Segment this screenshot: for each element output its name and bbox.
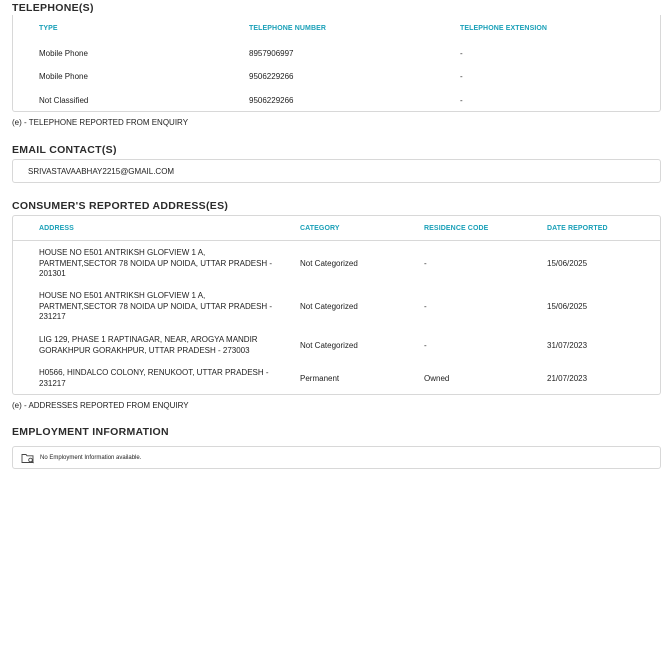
email-value: SRIVASTAVAABHAY2215@GMAIL.COM — [28, 167, 175, 176]
address-residence: - — [424, 259, 427, 268]
address-residence: Owned — [424, 374, 450, 383]
telephone-type: Mobile Phone — [39, 72, 88, 81]
email-box — [12, 159, 661, 183]
address-date: 21/07/2023 — [547, 374, 588, 383]
address-section-title: CONSUMER'S REPORTED ADDRESS(ES) — [12, 200, 229, 212]
header-category: CATEGORY — [300, 225, 340, 232]
header-divider — [13, 240, 660, 241]
address-text: HOUSE NO E501 ANTRIKSH GLOFVIEW 1 A, PARTMENT,SECTOR 78 NOIDA UP NOIDA, UTTAR PRADESH - 231217 — [39, 291, 273, 321]
folder-search-icon — [21, 451, 35, 465]
address-text: LIG 129, PHASE 1 RAPTINAGAR, NEAR, AROGYA MANDIR GORAKHPUR GORAKHPUR, UTTAR PRADESH - 273003 — [39, 335, 258, 355]
employment-section-title: EMPLOYMENT INFORMATION — [12, 426, 169, 438]
email-section-title: EMAIL CONTACT(S) — [12, 144, 117, 156]
telephone-extension: - — [460, 49, 463, 58]
address-text: HOUSE NO E501 ANTRIKSH GLOFVIEW 1 A, PARTMENT,SECTOR 78 NOIDA UP NOIDA, UTTAR PRADESH - 201301 — [39, 248, 273, 278]
telephone-number: 8957906997 — [249, 49, 294, 58]
address-date: 31/07/2023 — [547, 341, 588, 350]
telephone-number: 9506229266 — [249, 96, 294, 105]
telephone-note: (e) - TELEPHONE REPORTED FROM ENQUIRY — [12, 118, 189, 127]
address-date: 15/06/2025 — [547, 302, 588, 311]
address-category: Not Categorized — [300, 259, 358, 268]
telephone-type: Mobile Phone — [39, 49, 88, 58]
header-telephone-number: TELEPHONE NUMBER — [249, 25, 327, 32]
telephone-number: 9506229266 — [249, 72, 294, 81]
telephone-section-title: TELEPHONE(S) — [12, 2, 94, 14]
header-address: ADDRESS — [39, 225, 74, 232]
address-residence: - — [424, 341, 427, 350]
telephone-type: Not Classified — [39, 96, 89, 105]
header-date-reported: DATE REPORTED — [547, 225, 608, 232]
address-date: 15/06/2025 — [547, 259, 588, 268]
address-text: H0566, HINDALCO COLONY, RENUKOOT, UTTAR PRADESH - 231217 — [39, 368, 269, 388]
telephone-extension: - — [460, 96, 463, 105]
address-residence: - — [424, 302, 427, 311]
address-note: (e) - ADDRESSES REPORTED FROM ENQUIRY — [12, 401, 189, 410]
header-telephone-extension: TELEPHONE EXTENSION — [460, 25, 548, 32]
address-table — [12, 215, 661, 395]
employment-box — [12, 446, 661, 469]
header-type: TYPE — [39, 25, 58, 32]
header-residence-code: RESIDENCE CODE — [424, 225, 489, 232]
telephone-extension: - — [460, 72, 463, 81]
address-category: Not Categorized — [300, 302, 358, 311]
address-category: Permanent — [300, 374, 340, 383]
employment-message: No Employment Information available. — [40, 455, 142, 461]
address-category: Not Categorized — [300, 341, 358, 350]
telephone-table — [12, 15, 661, 112]
